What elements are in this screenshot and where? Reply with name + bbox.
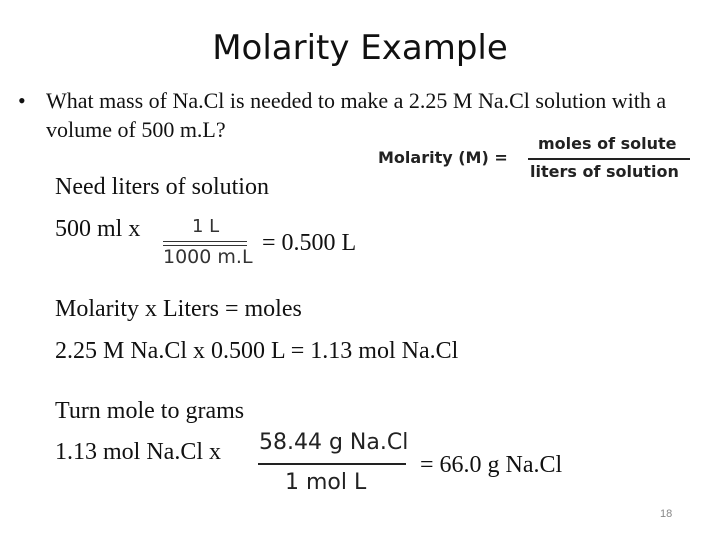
step1-result: = 0.500 L	[262, 230, 357, 256]
slide-title: Molarity Example	[212, 28, 508, 68]
step1-label: Need liters of solution	[55, 174, 269, 200]
page-number: 18	[660, 508, 673, 520]
grams-denominator: 1 mol L	[285, 470, 367, 495]
step3-result: = 66.0 g Na.Cl	[420, 452, 563, 478]
step1-prefix: 500 ml x	[55, 216, 141, 242]
step2-line1: Molarity x Liters = moles	[55, 296, 302, 322]
question-text: What mass of Na.Cl is needed to make a 2.25 M Na.Cl solution with a volume of 500 m.L?	[46, 88, 667, 142]
step2-line2: 2.25 M Na.Cl x 0.500 L = 1.13 mol Na.Cl	[55, 338, 459, 364]
conversion-denominator: 1000 m.L	[163, 246, 253, 268]
formula-lhs: Molarity (M) =	[378, 148, 508, 167]
grams-numerator: 58.44 g Na.Cl	[259, 430, 409, 455]
bullet-marker: •	[18, 88, 26, 113]
formula-numerator: moles of solute	[538, 134, 677, 153]
step3-prefix: 1.13 mol Na.Cl x	[55, 439, 221, 465]
grams-fraction-bar	[258, 463, 406, 465]
formula-fraction-bar	[528, 158, 690, 160]
step3-label: Turn mole to grams	[55, 398, 245, 424]
formula-denominator: liters of solution	[530, 162, 679, 181]
conversion-numerator: 1 L	[192, 216, 220, 237]
